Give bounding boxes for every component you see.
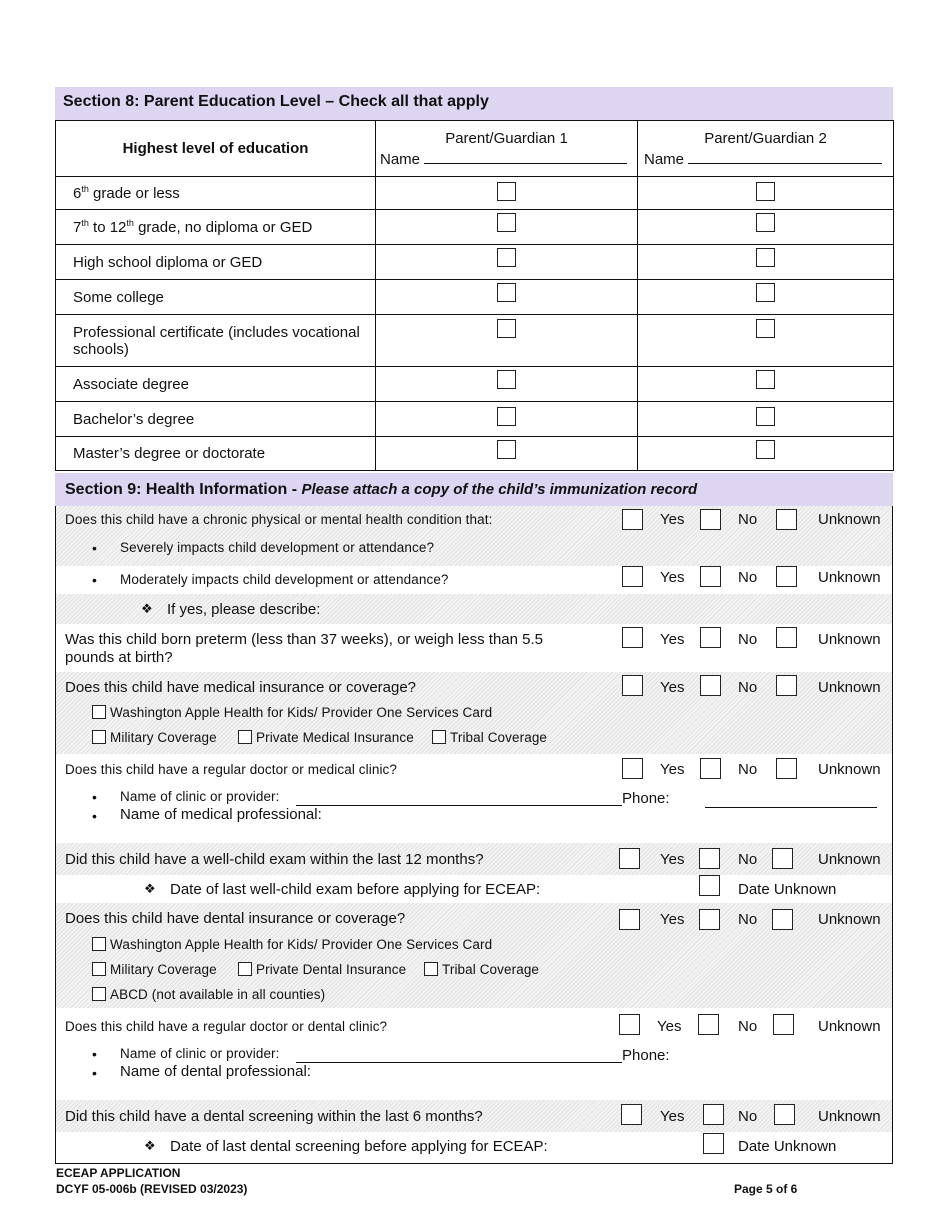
- well-child-no-checkbox[interactable]: [699, 848, 720, 869]
- bullet-icon: •: [92, 540, 97, 556]
- dental-screening-unknown-checkbox[interactable]: [774, 1104, 795, 1125]
- regular-dentist-no-checkbox[interactable]: [698, 1014, 719, 1035]
- dental-abcd-checkbox[interactable]: [92, 987, 106, 1001]
- dental-clinic-name-field[interactable]: [296, 1062, 622, 1063]
- g1-6th-grade-checkbox[interactable]: [497, 182, 516, 201]
- clinic-name-field[interactable]: [296, 805, 622, 806]
- medical-tribal-checkbox[interactable]: [432, 730, 446, 744]
- well-child-date-label: Date of last well-child exam before applying for ECEAP:: [170, 881, 541, 898]
- bullet-icon: •: [92, 808, 97, 824]
- g2-masters-checkbox[interactable]: [756, 440, 775, 459]
- education-label: High school diploma or GED: [56, 245, 376, 280]
- no-label: No: [738, 1018, 758, 1035]
- medical-professional-label: Name of medical professional:: [120, 806, 322, 823]
- diamond-bullet-icon: ❖: [144, 881, 156, 896]
- no-label: No: [738, 761, 758, 778]
- yes-label: Yes: [660, 851, 685, 868]
- unknown-label: Unknown: [818, 511, 881, 528]
- education-label: Professional certificate (includes vocational schools): [56, 315, 376, 367]
- medical-apple-health-checkbox[interactable]: [92, 705, 106, 719]
- preterm-no-checkbox[interactable]: [700, 627, 721, 648]
- dental-tribal-checkbox[interactable]: [424, 962, 438, 976]
- footer-page-number: Page 5 of 6: [734, 1182, 798, 1196]
- dental-military-option: Military Coverage: [92, 962, 217, 977]
- g2-7th-12th-checkbox[interactable]: [756, 213, 775, 232]
- unknown-label: Unknown: [818, 569, 881, 586]
- regular-doctor-question: Does this child have a regular doctor or medical clinic?: [65, 762, 398, 777]
- yes-label: Yes: [660, 1108, 685, 1125]
- yes-label: Yes: [660, 679, 685, 696]
- g1-high-school-checkbox[interactable]: [497, 248, 516, 267]
- preterm-yes-checkbox[interactable]: [622, 627, 643, 648]
- guardian2-title: Parent/Guardian 2: [704, 129, 827, 147]
- dental-professional-label: Name of dental professional:: [120, 1063, 311, 1080]
- g1-bachelors-checkbox[interactable]: [497, 407, 516, 426]
- section8-title: Section 8: Parent Education Level – Check all that apply: [63, 93, 489, 110]
- unknown-label: Unknown: [818, 1018, 881, 1035]
- regular-doctor-yes-checkbox[interactable]: [622, 758, 643, 779]
- dental-screening-no-checkbox[interactable]: [703, 1104, 724, 1125]
- education-label: 6th grade or less: [56, 177, 376, 210]
- dental-clinic-name-label: Name of clinic or provider:: [120, 1046, 280, 1061]
- well-child-date-unknown-checkbox[interactable]: [699, 875, 720, 896]
- clinic-name-label: Name of clinic or provider:: [120, 789, 280, 804]
- education-label: Associate degree: [56, 367, 376, 402]
- no-label: No: [738, 679, 758, 696]
- education-row: [56, 315, 894, 367]
- education-label: Master’s degree or doctorate: [56, 437, 376, 471]
- describe-label: If yes, please describe:: [167, 601, 321, 618]
- education-table-header: [56, 121, 894, 177]
- g2-high-school-checkbox[interactable]: [756, 248, 775, 267]
- medical-insurance-question: Does this child have medical insurance or coverage?: [65, 679, 417, 696]
- unknown-label: Unknown: [818, 911, 881, 928]
- g2-associate-checkbox[interactable]: [756, 370, 775, 389]
- education-row: [56, 210, 894, 245]
- chronic-condition-question: Does this child have a chronic physical or mental health condition that:: [65, 512, 493, 527]
- unknown-label: Unknown: [818, 1108, 881, 1125]
- guardian1-header: [376, 121, 638, 177]
- clinic-phone-field[interactable]: [705, 807, 877, 808]
- no-label: No: [738, 851, 758, 868]
- bullet-icon: •: [92, 572, 97, 588]
- dental-apple-health-checkbox[interactable]: [92, 937, 106, 951]
- date-unknown-label: Date Unknown: [738, 881, 837, 898]
- education-row: [56, 437, 894, 471]
- medical-tribal-option: Tribal Coverage: [432, 730, 547, 745]
- yes-label: Yes: [660, 569, 685, 586]
- medical-military-checkbox[interactable]: [92, 730, 106, 744]
- g2-6th-grade-checkbox[interactable]: [756, 182, 775, 201]
- guardian2-name-field[interactable]: [688, 149, 882, 164]
- dental-apple-health-option: Washington Apple Health for Kids/ Provider One Services Card: [92, 937, 492, 952]
- regular-doctor-unknown-checkbox[interactable]: [776, 758, 797, 779]
- dental-private-option: Private Dental Insurance: [238, 962, 406, 977]
- education-column-header: Highest level of education: [56, 121, 376, 177]
- unknown-label: Unknown: [818, 761, 881, 778]
- g1-7th-12th-checkbox[interactable]: [497, 213, 516, 232]
- dental-screening-yes-checkbox[interactable]: [621, 1104, 642, 1125]
- guardian2-name-label: Name: [644, 150, 685, 168]
- g1-some-college-checkbox[interactable]: [497, 283, 516, 302]
- well-child-question: Did this child have a well-child exam within the last 12 months?: [65, 851, 484, 868]
- regular-dentist-question: Does this child have a regular doctor or dental clinic?: [65, 1019, 388, 1034]
- dental-abcd-option: ABCD (not available in all counties): [92, 987, 325, 1002]
- chronic-moderate-label: Moderately impacts child development or attendance?: [120, 572, 449, 587]
- yes-label: Yes: [660, 631, 685, 648]
- yes-label: Yes: [660, 511, 685, 528]
- footer-form-id: DCYF 05-006b (REVISED 03/2023): [56, 1182, 248, 1196]
- no-label: No: [738, 1108, 758, 1125]
- preterm-unknown-checkbox[interactable]: [776, 627, 797, 648]
- g2-professional-cert-checkbox[interactable]: [756, 319, 775, 338]
- dental-screening-date-unknown-checkbox[interactable]: [703, 1133, 724, 1154]
- g1-masters-checkbox[interactable]: [497, 440, 516, 459]
- g1-professional-cert-checkbox[interactable]: [497, 319, 516, 338]
- education-row: [56, 177, 894, 210]
- no-label: No: [738, 911, 758, 928]
- bullet-icon: •: [92, 1065, 97, 1081]
- chronic-severe-unknown-checkbox[interactable]: [776, 509, 797, 530]
- dental-screening-question: Did this child have a dental screening within the last 6 months?: [65, 1108, 483, 1125]
- footer-form-name: ECEAP APPLICATION: [56, 1166, 181, 1180]
- education-row: [56, 402, 894, 437]
- guardian2-header: [638, 121, 894, 177]
- section9-title: Section 9: Health Information -: [65, 481, 302, 498]
- guardian1-title: Parent/Guardian 1: [445, 129, 568, 147]
- education-row: [56, 245, 894, 280]
- medical-private-checkbox[interactable]: [238, 730, 252, 744]
- regular-doctor-no-checkbox[interactable]: [700, 758, 721, 779]
- dental-phone-label: Phone:: [622, 1047, 670, 1064]
- medical-military-option: Military Coverage: [92, 730, 217, 745]
- dental-screening-date-label: Date of last dental screening before applying for ECEAP:: [170, 1138, 548, 1155]
- dental-insurance-unknown-checkbox[interactable]: [772, 909, 793, 930]
- dental-private-checkbox[interactable]: [238, 962, 252, 976]
- chronic-moderate-no-checkbox[interactable]: [700, 566, 721, 587]
- yes-label: Yes: [657, 1018, 682, 1035]
- dental-insurance-yes-checkbox[interactable]: [619, 909, 640, 930]
- medical-insurance-unknown-checkbox[interactable]: [776, 675, 797, 696]
- guardian1-name-field[interactable]: [424, 149, 627, 164]
- section9-subtitle: Please attach a copy of the child’s immunization record: [301, 481, 698, 498]
- medical-apple-health-option: Washington Apple Health for Kids/ Provider One Services Card: [92, 705, 492, 720]
- yes-label: Yes: [660, 761, 685, 778]
- chronic-moderate-yes-checkbox[interactable]: [622, 566, 643, 587]
- date-unknown-label: Date Unknown: [738, 1138, 837, 1155]
- education-row: [56, 367, 894, 402]
- well-child-yes-checkbox[interactable]: [619, 848, 640, 869]
- clinic-phone-label: Phone:: [622, 790, 670, 807]
- guardian1-name-label: Name: [380, 150, 421, 168]
- dental-insurance-no-checkbox[interactable]: [699, 909, 720, 930]
- education-label: 7th to 12th grade, no diploma or GED: [56, 210, 376, 245]
- well-child-unknown-checkbox[interactable]: [772, 848, 793, 869]
- g2-some-college-checkbox[interactable]: [756, 283, 775, 302]
- education-label: Some college: [56, 280, 376, 315]
- g1-associate-checkbox[interactable]: [497, 370, 516, 389]
- section8-header: [55, 87, 893, 120]
- section9-header: [55, 473, 893, 506]
- preterm-question: Was this child born preterm (less than 37 weeks), or weigh less than 5.5 pounds at birth?: [65, 631, 543, 666]
- regular-dentist-unknown-checkbox[interactable]: [773, 1014, 794, 1035]
- no-label: No: [738, 631, 758, 648]
- chronic-severe-yes-checkbox[interactable]: [622, 509, 643, 530]
- no-label: No: [738, 569, 758, 586]
- medical-insurance-no-checkbox[interactable]: [700, 675, 721, 696]
- no-label: No: [738, 511, 758, 528]
- medical-private-option: Private Medical Insurance: [238, 730, 414, 745]
- bullet-icon: •: [92, 1046, 97, 1062]
- diamond-bullet-icon: ❖: [144, 1138, 156, 1153]
- diamond-bullet-icon: ❖: [141, 601, 153, 616]
- unknown-label: Unknown: [818, 631, 881, 648]
- unknown-label: Unknown: [818, 679, 881, 696]
- chronic-moderate-unknown-checkbox[interactable]: [776, 566, 797, 587]
- g2-bachelors-checkbox[interactable]: [756, 407, 775, 426]
- chronic-severe-no-checkbox[interactable]: [700, 509, 721, 530]
- regular-dentist-yes-checkbox[interactable]: [619, 1014, 640, 1035]
- dental-military-checkbox[interactable]: [92, 962, 106, 976]
- dental-tribal-option: Tribal Coverage: [424, 962, 539, 977]
- unknown-label: Unknown: [818, 851, 881, 868]
- education-table: [55, 120, 894, 471]
- education-row: [56, 280, 894, 315]
- bullet-icon: •: [92, 789, 97, 805]
- dental-insurance-question: Does this child have dental insurance or coverage?: [65, 910, 406, 927]
- education-label: Bachelor’s degree: [56, 402, 376, 437]
- chronic-severe-label: Severely impacts child development or attendance?: [120, 540, 435, 555]
- yes-label: Yes: [660, 911, 685, 928]
- medical-insurance-yes-checkbox[interactable]: [622, 675, 643, 696]
